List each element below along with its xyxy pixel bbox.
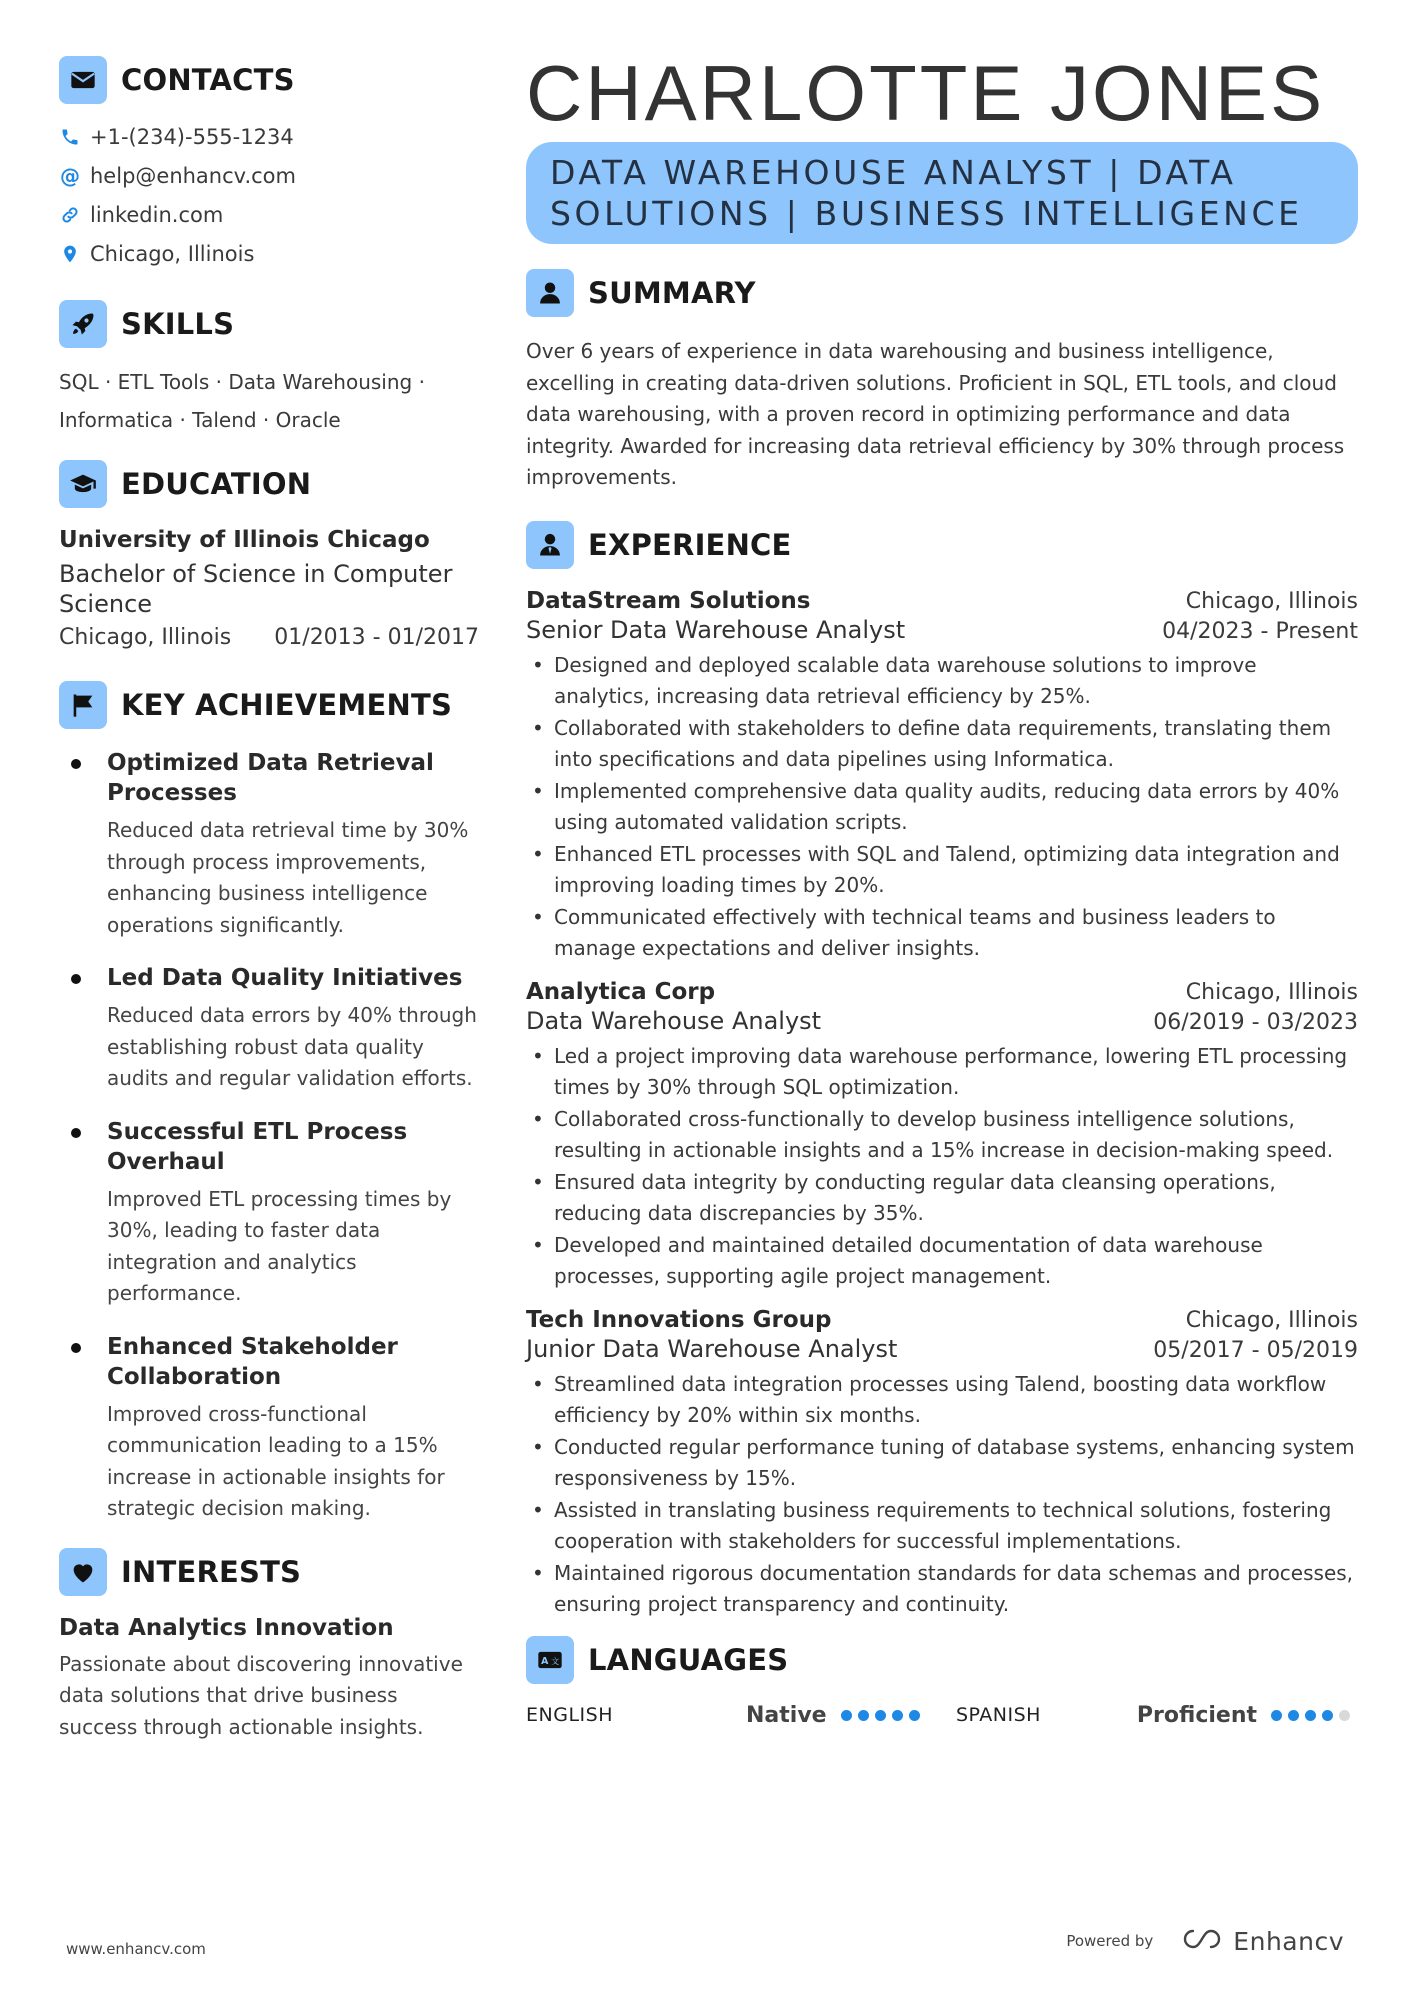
achievement-item [59, 963, 479, 1095]
rating-dot-filled [1288, 1710, 1299, 1721]
job-role: Data Warehouse Analyst [526, 1006, 822, 1035]
achievement-item [59, 748, 479, 941]
contact-location [59, 234, 479, 273]
contacts-section-header [59, 55, 479, 105]
user-icon [526, 269, 574, 317]
language-icon [526, 1636, 574, 1684]
job-subheader [526, 1335, 1358, 1363]
achievement-desc: Improved cross-functional communication leading to a 15% increase in actionable insights for strategic decision making. [107, 1401, 445, 1520]
bullet-dot [71, 759, 81, 769]
footer-website[interactable]: www.enhancv.com [66, 1940, 206, 1958]
contact-linkedin[interactable] [59, 195, 479, 234]
candidate-name: CHARLOTTE JONES [526, 49, 1326, 137]
language-item [526, 1703, 956, 1728]
graduation-cap-icon [59, 460, 107, 508]
job-location: Chicago, Illinois [1185, 1307, 1358, 1333]
rating-dot-filled [1322, 1710, 1333, 1721]
job-dates: 06/2019 - 03/2023 [1153, 1009, 1358, 1035]
job-bullet: • Collaborated cross-functionally to develop business intelligence solutions, resulting in actionable insights and a 15% increase in decision-making speed. [526, 1104, 1358, 1167]
contact-linkedin-text: linkedin.com [90, 202, 224, 227]
job-entry [526, 979, 1358, 1293]
interests-section-header [59, 1547, 479, 1597]
language-level: Native [746, 1702, 827, 1728]
contact-phone-text: +1-(234)-555-1234 [90, 124, 294, 149]
at-icon: @ [60, 163, 80, 188]
job-bullets [526, 650, 1358, 965]
envelope-icon [59, 56, 107, 104]
job-bullet: • Collaborated with stakeholders to define data requirements, translating them into specifications and data pipelines using Informatica. [526, 713, 1358, 776]
bullet-dot [71, 974, 81, 984]
job-location: Chicago, Illinois [1185, 979, 1358, 1005]
achievements-list [59, 748, 479, 1525]
education-location: Chicago, Illinois [59, 625, 232, 650]
job-role: Junior Data Warehouse Analyst [526, 1334, 898, 1363]
summary-text: Over 6 years of experience in data warehousing and business intelligence, excelling in creating data-driven solutions. Proficient in SQL, ETL tools, and cloud data warehousing, with a proven record in optimizing performance and data integrity. Awarded for increasing data retrieval efficiency by 30% through process improvements. [526, 339, 1345, 489]
job-bullet: • Implemented comprehensive data quality audits, reducing data errors by 40% using automated validation scripts. [526, 776, 1358, 839]
brand-name: Enhancv [1233, 1926, 1344, 1956]
job-bullet: • Ensured data integrity by conducting regular data cleansing operations, reducing data discrepancies by 35%. [526, 1167, 1358, 1230]
rating-dot-filled [909, 1710, 920, 1721]
summary-section-header [526, 268, 1358, 318]
language-name: ENGLISH [526, 1704, 613, 1726]
education-school: University of Illinois Chicago [59, 527, 430, 553]
job-bullet: • Streamlined data integration processes using Talend, boosting data workflow efficiency by 20% within six months. [526, 1369, 1358, 1432]
job-bullet: • Communicated effectively with technical teams and business leaders to manage expectations and deliver insights. [526, 902, 1358, 965]
contact-phone[interactable] [59, 117, 479, 156]
achievement-item [59, 1117, 479, 1310]
phone-icon [59, 126, 81, 148]
language-rating [841, 1710, 926, 1721]
contact-location-text: Chicago, Illinois [90, 241, 255, 266]
contacts-heading: CONTACTS [121, 63, 295, 97]
education-heading: EDUCATION [121, 467, 312, 501]
interest-desc: Passionate about discovering innovative data solutions that drive business success through actionable insights. [59, 1651, 463, 1739]
language-name: SPANISH [956, 1704, 1041, 1726]
education-section-header [59, 459, 479, 509]
experience-section-header [526, 520, 1358, 570]
language-item [956, 1703, 1356, 1728]
skills-heading: SKILLS [121, 307, 235, 341]
svg-text:A: A [541, 1655, 549, 1667]
achievement-title: Successful ETL Process Overhaul [107, 1118, 408, 1175]
candidate-title: DATA WAREHOUSE ANALYST | DATA SOLUTIONS | BUSINESS INTELLIGENCE [550, 153, 1303, 233]
enhancv-logo-icon [1179, 1926, 1225, 1956]
user-tie-icon [526, 521, 574, 569]
rating-dot-filled [1271, 1710, 1282, 1721]
job-dates: 04/2023 - Present [1162, 618, 1358, 644]
education-meta [59, 625, 479, 650]
job-bullet: • Enhanced ETL processes with SQL and Talend, optimizing data integration and improving loading times by 20%. [526, 839, 1358, 902]
job-bullet: • Conducted regular performance tuning of database systems, enhancing system responsiveness by 15%. [526, 1432, 1358, 1495]
job-subheader [526, 1007, 1358, 1035]
job-header [526, 588, 1358, 614]
job-company: Tech Innovations Group [526, 1306, 832, 1333]
bullet-dot [71, 1128, 81, 1138]
education-degree: Bachelor of Science in Computer Science [59, 560, 453, 618]
svg-text:文: 文 [551, 1655, 560, 1666]
job-dates: 05/2017 - 05/2019 [1153, 1337, 1358, 1363]
languages-heading: LANGUAGES [588, 1642, 789, 1677]
rating-dot-filled [841, 1710, 852, 1721]
right-column [526, 48, 1358, 1728]
job-bullet: • Designed and deployed scalable data warehouse solutions to improve analytics, increasing data retrieval efficiency by 25%. [526, 650, 1358, 713]
achievement-title: Optimized Data Retrieval Processes [107, 750, 434, 806]
skills-list: SQL · ETL Tools · Data Warehousing · Informatica · Talend · Oracle [59, 370, 425, 432]
job-entry [526, 1307, 1358, 1621]
rocket-icon [59, 300, 107, 348]
job-entry [526, 588, 1358, 965]
footer-brand [1066, 1926, 1344, 1956]
job-bullets [526, 1041, 1358, 1293]
achievement-desc: Improved ETL processing times by 30%, leading to faster data integration and analytics performance. [107, 1186, 452, 1305]
contact-list [59, 117, 479, 273]
rating-dot-filled [875, 1710, 886, 1721]
job-header [526, 1307, 1358, 1333]
achievement-desc: Reduced data errors by 40% through establishing robust data quality audits and regular validation efforts. [107, 1003, 477, 1090]
job-bullet: • Maintained rigorous documentation standards for data schemas and processes, ensuring project transparency and continuity. [526, 1558, 1358, 1621]
rating-dot-filled [858, 1710, 869, 1721]
contact-email[interactable] [59, 156, 479, 195]
job-location: Chicago, Illinois [1185, 588, 1358, 614]
achievement-desc: Reduced data retrieval time by 30% through process improvements, enhancing business intelligence operations significantly. [107, 818, 469, 937]
achievements-heading: KEY ACHIEVEMENTS [121, 688, 453, 722]
rating-dot-filled [892, 1710, 903, 1721]
achievements-section-header [59, 680, 479, 730]
rating-dot-empty [1339, 1710, 1350, 1721]
education-dates: 01/2013 - 01/2017 [274, 625, 479, 650]
languages-list [526, 1703, 1358, 1728]
flag-icon [59, 681, 107, 729]
heart-icon [59, 1548, 107, 1596]
education-entry [59, 527, 479, 650]
language-rating [1271, 1710, 1356, 1721]
experience-heading: EXPERIENCE [588, 527, 792, 562]
achievement-item [59, 1332, 479, 1525]
job-bullet: • Assisted in translating business requirements to technical solutions, fostering cooperation with stakeholders for successful implementations. [526, 1495, 1358, 1558]
job-header [526, 979, 1358, 1005]
language-level: Proficient [1136, 1702, 1257, 1728]
job-bullet: • Led a project improving data warehouse performance, lowering ETL processing times by 30% through SQL optimization. [526, 1041, 1358, 1104]
job-subheader [526, 616, 1358, 644]
interest-entry [59, 1615, 479, 1744]
interest-title: Data Analytics Innovation [59, 1614, 394, 1641]
achievement-title: Led Data Quality Initiatives [107, 965, 463, 991]
job-bullets [526, 1369, 1358, 1621]
job-company: DataStream Solutions [526, 587, 811, 614]
achievement-title: Enhanced Stakeholder Collaboration [107, 1333, 398, 1390]
interests-heading: INTERESTS [121, 1554, 302, 1589]
job-company: Analytica Corp [526, 978, 716, 1005]
left-column [59, 55, 479, 1743]
powered-by-label: Powered by [1066, 1932, 1154, 1950]
rating-dot-filled [1305, 1710, 1316, 1721]
job-role: Senior Data Warehouse Analyst [526, 615, 906, 644]
job-bullet: • Developed and maintained detailed documentation of data warehouse processes, supporting agile project management. [526, 1230, 1358, 1293]
bullet-dot [71, 1343, 81, 1353]
title-banner [526, 142, 1358, 244]
languages-section-header [526, 1635, 1358, 1685]
map-pin-icon [59, 243, 81, 265]
link-icon [59, 204, 81, 226]
skills-section-header [59, 299, 479, 349]
summary-heading: SUMMARY [588, 276, 756, 310]
contact-email-text: help@enhancv.com [90, 163, 296, 188]
